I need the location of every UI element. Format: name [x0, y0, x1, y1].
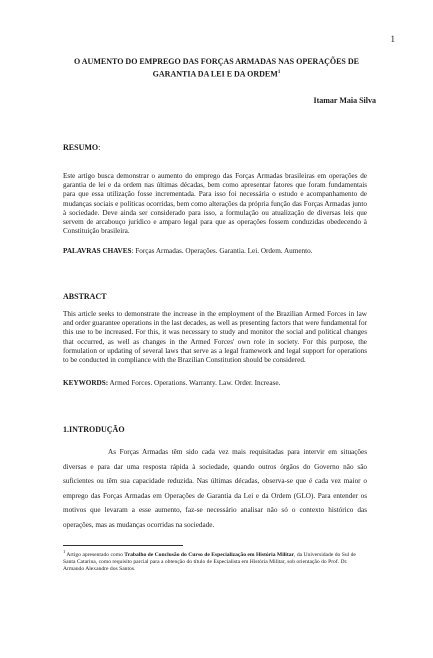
palavras-label: PALAVRAS CHAVES: [63, 247, 132, 255]
keywords: [63, 379, 367, 388]
author-name: Itamar Maia Silva: [313, 96, 376, 105]
abstract-heading: ABSTRACT: [63, 292, 107, 301]
footnote: [63, 548, 369, 574]
intro-text: As Forças Armadas têm sido cada vez mais requisitadas para intervir em situações diversas e para dar uma resposta rápida à sociedade, quando outros órgãos do Governo não são suficientes ou têm sua capacidade reduzida. Nas últimas décadas, observa-se que é cada vez maior o emprego das Forças Armadas em Operações de Garantia da Lei e da Ordem (GLO). Para entender os motivos que levaram a esse aumento, faz-se necessário analisar não só o contexto histórico das operações, mas as mudanças ocorridas na sociedade.: [63, 448, 367, 529]
footnote-post: , da Universidade do Sul de Santa Catarina, como requisito parcial para a obtenção do título de Especialista em História Militar, sob orientação do Prof. Dr. Armando Alexandre dos Santos.: [63, 551, 356, 573]
article-title: [40, 56, 393, 80]
page-number: 1: [390, 34, 395, 44]
footnote-mark: 1: [63, 549, 66, 554]
palavras-chaves: [63, 247, 367, 256]
footnote-divider: [63, 545, 183, 546]
resumo-heading-wrap: [63, 143, 100, 152]
title-line-1: O AUMENTO DO EMPREGO DAS FORÇAS ARMADAS NAS OPERAÇÕES DE: [74, 57, 359, 66]
keywords-label: KEYWORDS:: [63, 379, 109, 387]
title-footnote-mark: 1: [277, 70, 281, 75]
resumo-text: Este artigo busca demonstrar o aumento do emprego das Forças Armadas brasileiras em operações de garantia de lei e da ordem nas últimas décadas, bem como apresentar fatores que foram fundamentais para que essa utilização fosse incrementada. Para isso foi necessária o estudo e acompanhamento de mudanças sociais e políticas ocorridas, bem como alterações da própria função das Forças Armadas junto à sociedade. Deve ainda ser considerado para isso, a formulação ou atualização de diversas leis que servem de arcabouço jurídico e amparo legal para que as operações fossem conduzidas obedecendo à Constituição brasileira.: [63, 172, 367, 236]
keywords-text: Armed Forces. Operations. Warranty. Law. Order. Increase.: [108, 379, 281, 387]
intro-heading: 1.INTRODUÇÃO: [63, 425, 125, 434]
footnote-pre: Artigo apresentado como: [65, 551, 125, 558]
resumo-colon: :: [98, 143, 101, 152]
title-line-2: GARANTIA DA LEI E DA ORDEM: [152, 69, 278, 79]
palavras-text: : Forças Armadas. Operações. Garantia. Lei. Ordem. Aumento.: [131, 247, 313, 255]
resumo-heading: RESUMO: [63, 143, 99, 152]
abstract-text: This article seeks to demonstrate the increase in the employment of the Brazilian Armed Forces in law and order guarantee operations in the last decades, as well as presenting factors that were fundamental for this use to be increased. For this, it was necessary to study and monitor the social and political changes that occurred, as well as changes in the Armed Forces' own role in society. For this purpose, the formulation or updating of several laws that serve as a legal framework and legal support for operations to be conducted in compliance with the Brazilian Constitution should be considered.: [63, 310, 367, 365]
footnote-bold: Trabalho de Conclusão do Curso de Especialização em História Militar: [124, 551, 295, 558]
